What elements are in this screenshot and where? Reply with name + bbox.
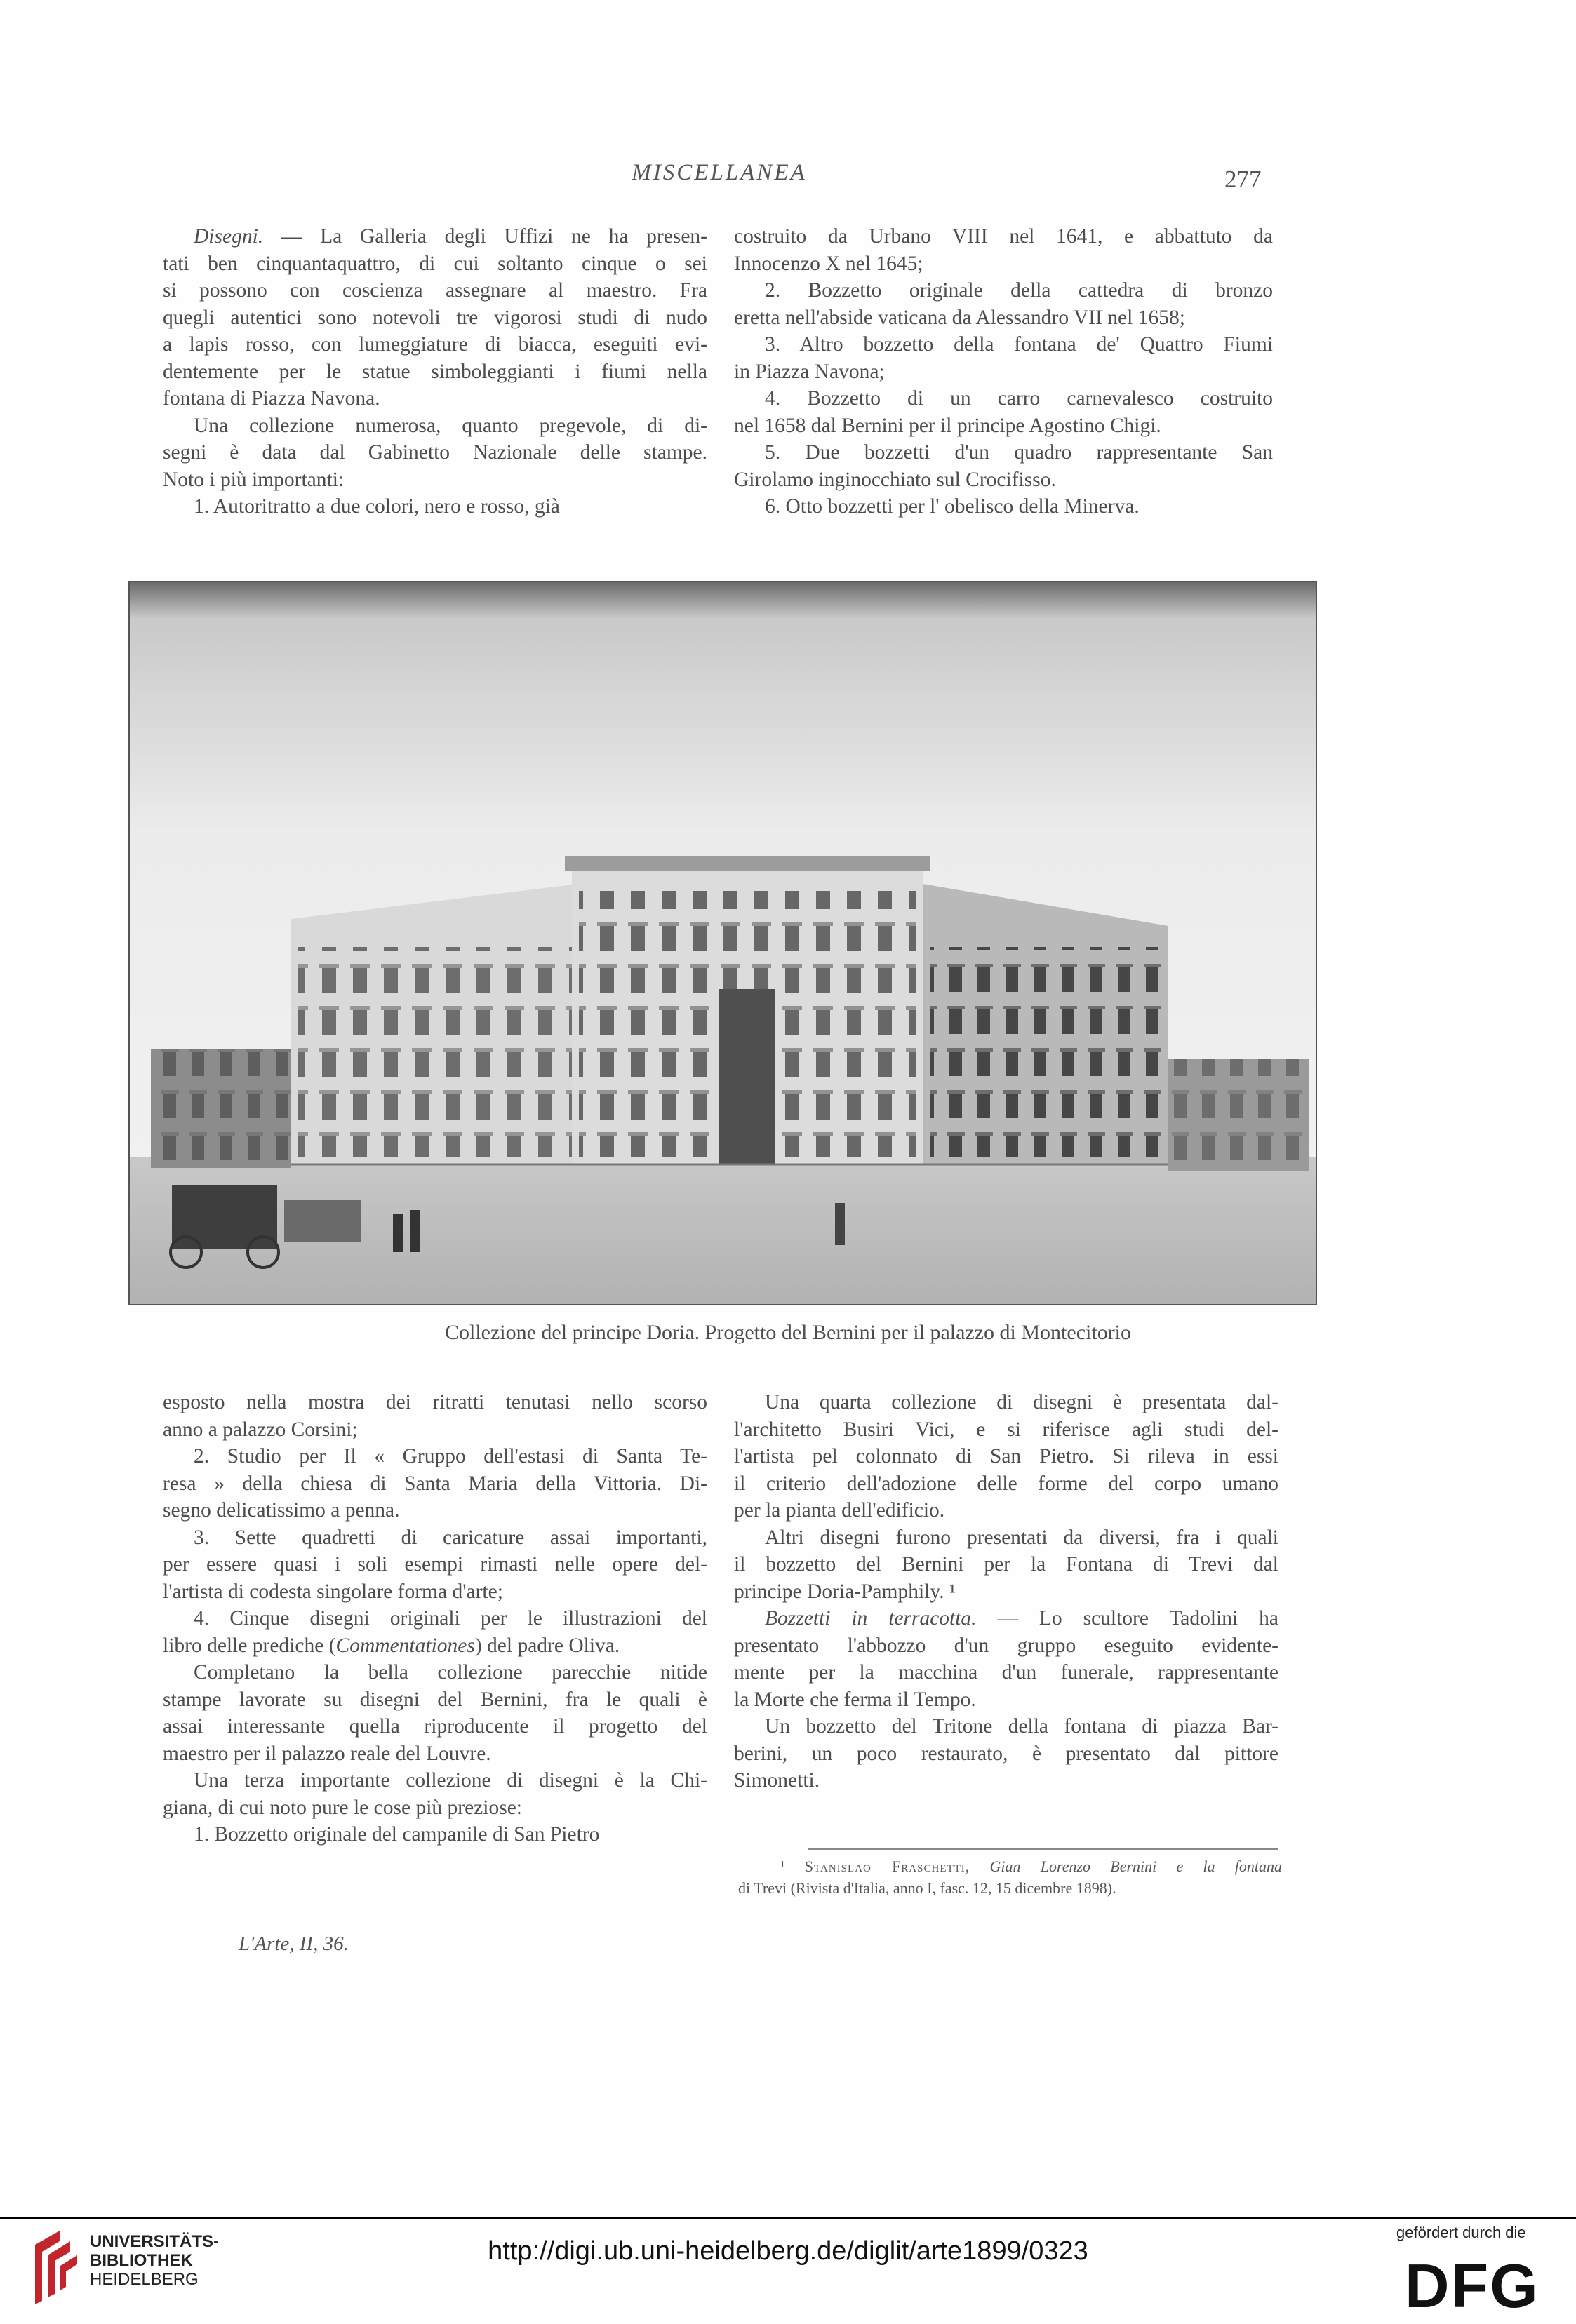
text-line: 3. Sette quadretti di caricature assai importanti, xyxy=(194,1526,707,1549)
page-number: 277 xyxy=(1224,166,1262,193)
text-line: berini, un poco restaurato, è presentato dal pittore xyxy=(734,1742,1278,1765)
text-line: Disegni. — La Galleria degli Uffizi ne ha presen- xyxy=(194,225,707,248)
text-line: la Morte che ferma il Tempo. xyxy=(734,1688,976,1711)
dfg-logo: DFG xyxy=(1405,2251,1540,2320)
text-line: 2. Studio per Il « Gruppo dell'estasi di Santa Te- xyxy=(194,1445,707,1467)
text-line: per la pianta dell'edificio. xyxy=(734,1499,945,1522)
paragraph xyxy=(734,1605,1278,1713)
text-line: quegli autentici sono notevoli tre vigorosi studi di nudo xyxy=(163,306,707,329)
text-line: Simonetti. xyxy=(734,1769,820,1792)
figure-engraving xyxy=(128,581,1317,1305)
paragraph xyxy=(734,1524,1278,1606)
footnote-author: Stanislao Fraschetti, xyxy=(804,1858,970,1875)
footnote xyxy=(738,1855,1282,1899)
text-line: costruito da Urbano VIII nel 1641, e abbattuto da xyxy=(734,225,1273,248)
text-line: stampe lavorate su disegni del Bernini, fra le quali è xyxy=(163,1688,707,1711)
paragraph xyxy=(734,1389,1278,1524)
text-line: esposto nella mostra dei ritratti tenutasi nello scorso xyxy=(163,1391,707,1413)
text-line: presentato l'abbozzo d'un gruppo eseguito evidente- xyxy=(734,1634,1278,1657)
paragraph xyxy=(163,1767,707,1821)
text-line: 2. Bozzetto originale della cattedra di bronzo xyxy=(765,279,1273,302)
text-line: 1. Bozzetto originale del campanile di San Pietro xyxy=(194,1823,600,1846)
text-line: 5. Due bozzetti d'un quadro rappresentante San xyxy=(765,441,1273,464)
text-line: eretta nell'abside vaticana da Alessandro VII nel 1658; xyxy=(734,306,1185,329)
paragraph xyxy=(163,412,707,494)
signature-mark: L'Arte, II, 36. xyxy=(239,1933,349,1955)
library-line2: BIBLIOTHEK xyxy=(90,2251,193,2270)
paragraph xyxy=(734,493,1273,520)
text-line: il criterio dell'adozione delle forme del corpo umano xyxy=(734,1472,1278,1495)
text-line: Una collezione numerosa, quanto pregevole, di di- xyxy=(194,414,707,437)
text-line: dentemente per le statue simboleggianti i fiumi nella xyxy=(163,360,707,383)
text-line: l'artista pel colonnato di San Pietro. Si rileva in essi xyxy=(734,1445,1278,1467)
text-line: Noto i più importanti: xyxy=(163,468,345,491)
text-line: l'architetto Busiri Vici, e si riferisce agli studi del- xyxy=(734,1418,1278,1441)
paragraph xyxy=(734,385,1273,439)
text-line: anno a palazzo Corsini; xyxy=(163,1418,358,1441)
paragraph xyxy=(734,277,1273,331)
text-line: resa » della chiesa di Santa Maria della Vittoria. Di- xyxy=(163,1472,707,1495)
running-header: MISCELLANEA xyxy=(632,160,807,185)
left-column-top xyxy=(163,223,707,520)
palazzo-montecitorio-illustration xyxy=(130,582,1316,1304)
text-line: assai interessante quella riproducente il progetto del xyxy=(163,1715,707,1738)
footnote-rule xyxy=(808,1848,1278,1850)
text-line: il bozzetto del Bernini per la Fontana di Trevi dal xyxy=(734,1553,1278,1576)
figure-caption: Collezione del principe Doria. Progetto del Bernini per il palazzo di Montecitorio xyxy=(444,1321,1132,1344)
text-line: principe Doria-Pamphily. ¹ xyxy=(734,1580,956,1603)
left-column-bottom xyxy=(163,1389,707,1848)
text-line: Una quarta collezione di disegni è presentata dal- xyxy=(765,1391,1278,1413)
text-line: Un bozzetto del Tritone della fontana di piazza Bar- xyxy=(765,1715,1278,1738)
text-line: si possono con coscienza assegnare al maestro. Fra xyxy=(163,279,707,302)
text-line: per essere quasi i soli esempi rimasti nelle opere del- xyxy=(163,1553,707,1576)
text-line: nel 1658 dal Bernini per il principe Agostino Chigi. xyxy=(734,414,1161,437)
paragraph xyxy=(734,331,1273,385)
paragraph xyxy=(163,1821,707,1848)
footnote-line2: di Trevi (Rivista d'Italia, anno I, fasc. 12, 15 dicembre 1898). xyxy=(738,1879,1116,1897)
text-line: Girolamo inginocchiato sul Crocifisso. xyxy=(734,468,1056,491)
footer-bar xyxy=(0,2217,1576,2324)
funding-label: gefördert durch die xyxy=(1396,2224,1526,2241)
text-line: segni è data dal Gabinetto Nazionale delle stampe. xyxy=(163,441,707,464)
library-line3: HEIDELBERG xyxy=(90,2270,199,2289)
text-line: maestro per il palazzo reale del Louvre. xyxy=(163,1742,491,1765)
text-line: tati ben cinquantaquattro, di cui soltanto cinque o sei xyxy=(163,252,707,275)
right-column-top xyxy=(734,223,1273,520)
text-line: Altri disegni furono presentati da diversi, fra i quali xyxy=(765,1526,1278,1549)
text-line: fontana di Piazza Navona. xyxy=(163,387,380,410)
text-line: 6. Otto bozzetti per l' obelisco della Minerva. xyxy=(765,495,1140,518)
text-line: Bozzetti in terracotta. — Lo scultore Tadolini ha xyxy=(765,1607,1279,1630)
text-line: in Piazza Navona; xyxy=(734,360,885,383)
paragraph xyxy=(163,493,707,520)
text-line: Completano la bella collezione parecchie nitide xyxy=(194,1661,707,1684)
paragraph xyxy=(163,223,707,412)
paragraph xyxy=(734,439,1273,493)
text-line: l'artista di codesta singolare forma d'arte; xyxy=(163,1580,503,1603)
footnote-title: Gian Lorenzo Bernini e la fontana xyxy=(989,1858,1283,1875)
paragraph xyxy=(163,1659,707,1767)
paragraph xyxy=(163,1605,707,1659)
source-url-link[interactable]: http://digi.ub.uni-heidelberg.de/diglit/arte1899/0323 xyxy=(488,2236,1088,2266)
text-line: 4. Bozzetto di un carro carnevalesco costruito xyxy=(765,387,1273,410)
text-line: 1. Autoritratto a due colori, nero e rosso, già xyxy=(194,495,560,518)
text-line: a lapis rosso, con lumeggiature di biacca, eseguiti evi- xyxy=(163,333,707,356)
paragraph xyxy=(734,223,1273,277)
library-line1: UNIVERSITÄTS- xyxy=(90,2232,220,2251)
paragraph xyxy=(163,1524,707,1606)
right-column-bottom xyxy=(734,1389,1278,1794)
paragraph xyxy=(734,1713,1278,1794)
text-line: segno delicatissimo a penna. xyxy=(163,1499,400,1522)
paragraph xyxy=(163,1389,707,1443)
text-line: 4. Cinque disegni originali per le illustrazioni del xyxy=(194,1607,707,1630)
paragraph xyxy=(163,1443,707,1524)
text-line: Innocenzo X nel 1645; xyxy=(734,252,923,275)
text-line: mente per la macchina d'un funerale, rappresentante xyxy=(734,1661,1278,1684)
text-line: libro delle prediche (Commentationes) del padre Oliva. xyxy=(163,1634,620,1657)
text-line: Una terza importante collezione di disegni è la Chi- xyxy=(194,1769,707,1792)
text-line: giana, di cui noto pure le cose più preziose: xyxy=(163,1796,522,1819)
footnote-marker: ¹ xyxy=(780,1858,785,1875)
text-line: 3. Altro bozzetto della fontana de' Quattro Fiumi xyxy=(765,333,1273,356)
